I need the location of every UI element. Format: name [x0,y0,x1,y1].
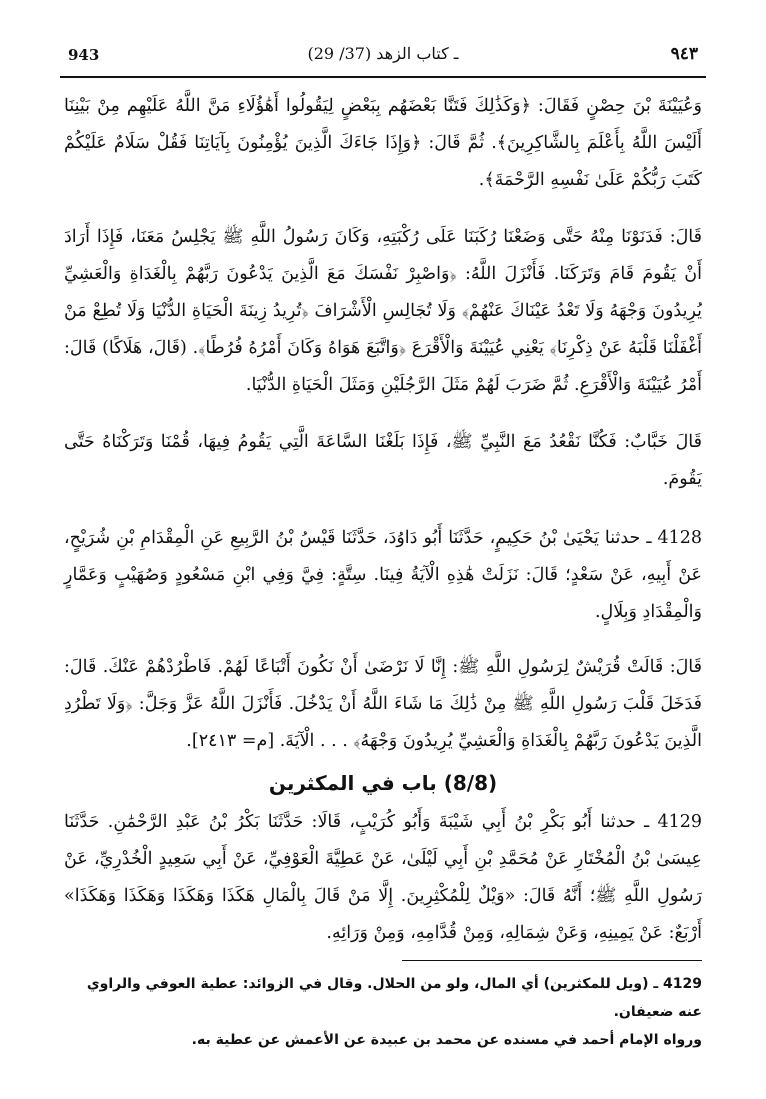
hadith-4129: 4129 ـ حدثنا أَبُو بَكْرِ بْنُ أَبِي شَيْبَةَ وَأَبُو كُرَيْبٍ، قَالَا: حَدَّثَنَا بَكْرُ بْنُ عَبْدِ الرَّحْمَٰنِ. حَدَّثَنَا عِيسَىٰ بْنُ الْمُخْتَارِ عَنْ مُحَمَّدِ بْنِ أَبِي لَيْلَىٰ، عَنْ عَطِيَّةَ الْعَوْفِيِّ، عَنْ أَبِي سَعِيدٍ الْخُدْرِيِّ، عَنْ رَسُولِ اللَّهِ ﷺ؛ أَنَّهُ قَالَ: «وَيْلٌ لِلْمُكْثِرِينَ. إِلَّا مَنْ قَالَ بِالْمَالِ هَكَذَا وَهَكَذَا وَهَكَذَا وَهَكَذَا» أَرْبَعٌ: عَنْ يَمِينِهِ، وَعَنْ شِمَالِهِ، وَمِنْ قُدَّامِهِ، وَمِنْ وَرَائِهِ. [64,812,702,943]
paragraph-1: وَعُيَيْنَةَ بْنَ حِصْنٍ فَقَالَ: ﴿وَكَذَٰلِكَ فَتَنَّا بَعْضَهُم بِبَعْضٍ لِيَقُولُوا أَهَٰؤُلَاءِ مَنَّ اللَّهُ عَلَيْهِم مِنْ بَيْنِنَا أَلَيْسَ اللَّهُ بِأَعْلَمَ بِالشَّاكِرِينَ﴾. ثُمَّ قَالَ: ﴿وَإِذَا جَاءَكَ الَّذِينَ يُؤْمِنُونَ بِآيَاتِنَا فَقُلْ سَلَامٌ عَلَيْكُمْ كَتَبَ رَبُّكُمْ عَلَىٰ نَفْسِهِ الرَّحْمَةَ﴾. [64,96,702,190]
paragraph-3: قَالَ خَبَّابٌ: فَكُنَّا نَقْعُدُ مَعَ النَّبِيِّ ﷺ، فَإِذَا بَلَغْنَا السَّاعَةَ الَّتِي يَقُومُ فِيهَا، قُمْنَا وَتَرَكْنَاهُ حَتَّى يَقُومَ. [64,432,702,489]
running-title: (29 /37) ـ كتاب الزهد [307,44,459,63]
footnote-1: 4129 ـ (ويل للمكثرين) أي المال، ولو من الحلال. وقال في الزوائد: عطية العوفي والراوي عنه ضعيفان. [86,976,702,1020]
page-header [60,40,706,72]
paragraph-2: قَالَ: فَدَنَوْنَا مِنْهُ حَتَّى وَضَعْنَا رُكَبَنَا عَلَى رُكْبَتِهِ، وَكَانَ رَسُولُ اللَّهِ ﷺ يَجْلِسُ مَعَنَا، فَإِذَا أَرَادَ أَنْ يَقُومَ قَامَ وَتَرَكَنَا. فَأَنْزَلَ اللَّهُ: ﴿وَاصْبِرْ نَفْسَكَ مَعَ الَّذِينَ يَدْعُونَ رَبَّهُمْ بِالْغَدَاةِ وَالْعَشِيِّ يُرِيدُونَ وَجْهَهُ وَلَا تَعْدُ عَيْنَاكَ عَنْهُمْ﴾ وَلَا تُجَالِسِ الْأَشْرَافَ ﴿تُرِيدُ زِينَةَ الْحَيَاةِ الدُّنْيَا وَلَا تُطِعْ مَنْ أَغْفَلْنَا قَلْبَهُ عَنْ ذِكْرِنَا﴾ يَعْنِي عُيَيْنَةَ وَالْأَقْرَعَ ﴿وَاتَّبَعَ هَوَاهُ وَكَانَ أَمْرُهُ فُرُطًا﴾. (قَالَ، هَلَاكًا) قَالَ: أَمْرُ عُيَيْنَةَ وَالْأَقْرَعِ. ثُمَّ ضَرَبَ لَهُمْ مَثَلَ الرَّجُلَيْنِ وَمَثَلَ الْحَيَاةِ الدُّنْيَا. [64,227,702,395]
page-number-arabic: ٩٤٣ [670,44,698,64]
hadith-4128: 4128 ـ حدثنا يَحْيَىٰ بْنُ حَكِيمٍ، حَدَّثَنَا أَبُو دَاوُدَ، حَدَّثَنَا قَيْسُ بْنُ الرَّبِيعِ عَنِ الْمِقْدَامِ بْنِ شُرَيْحٍ، عَنْ أَبِيهِ، عَنْ سَعْدٍ؛ قَالَ: نَزَلَتْ هَٰذِهِ الْآيَةُ فِينَا. سِتَّةٍ: فِيَّ وَفِي ابْنِ مَسْعُودٍ وَصُهَيْبٍ وَعَمَّارٍ وَالْمِقْدَادِ وَبِلَالٍ. [64,528,702,622]
footnotes [64,970,702,1054]
paragraph-5: قَالَ: قَالَتْ قُرَيْشٌ لِرَسُولِ اللَّهِ ﷺ: إِنَّا لَا نَرْضَىٰ أَنْ نَكُونَ أَتْبَاعًا لَهُمْ. فَاطْرُدْهُمْ عَنْكَ. قَالَ: فَدَخَلَ قَلْبَ رَسُولِ اللَّهِ ﷺ مِنْ ذَٰلِكَ مَا شَاءَ اللَّهُ أَنْ يَدْخُلَ. فَأَنْزَلَ اللَّهُ عَزَّ وَجَلَّ: ﴿وَلَا تَطْرُدِ الَّذِينَ يَدْعُونَ رَبَّهُمْ بِالْغَدَاةِ وَالْعَشِيِّ يُرِيدُونَ وَجْهَهُ﴾ . . . الْآيَةَ. [م= ٢٤١٣]. [64,657,702,751]
footnote-2: ورواه الإمام أحمد في مسنده عن محمد بن عبيدة عن الأعمش عن عطية به. [191,1032,702,1048]
section-heading: (8/8) باب في المكثرين [268,771,498,795]
header-rule [60,76,706,78]
page-number-latin: 943 [68,46,100,64]
main-text [64,88,702,952]
footnote-rule [402,960,702,961]
